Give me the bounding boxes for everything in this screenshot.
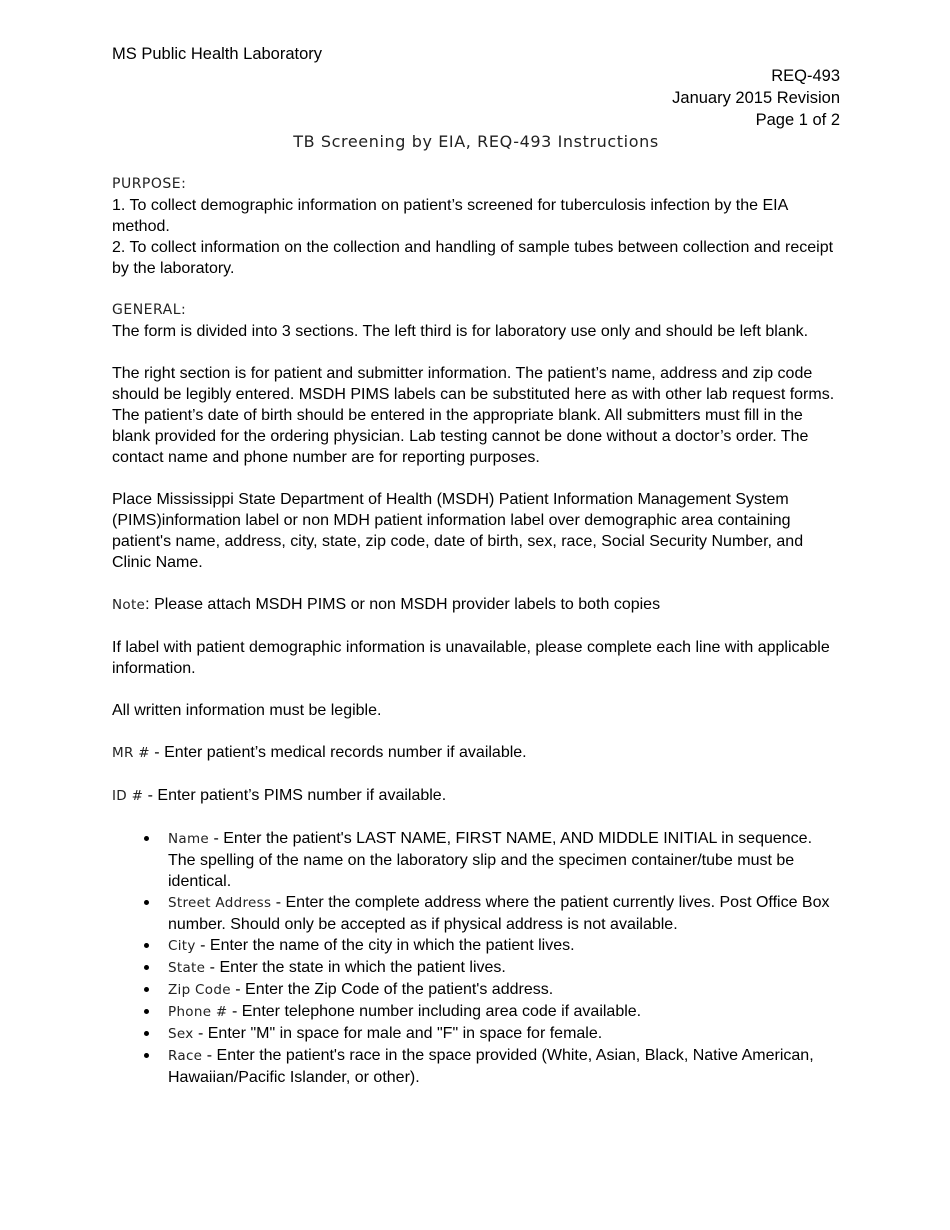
field-text: - Enter the patient's LAST NAME, FIRST NAME, AND MIDDLE INITIAL in sequence. The spelling of the name on the laboratory slip and the specimen container/tube must be identical. <box>168 830 813 890</box>
list-item <box>112 1001 840 1023</box>
form-id: REQ-493 <box>771 67 840 85</box>
field-instructions-list <box>112 828 840 1088</box>
mr-label: MR # <box>112 745 150 761</box>
general-heading: GENERAL: <box>112 302 187 318</box>
purpose-heading: PURPOSE: <box>112 176 187 192</box>
list-item <box>112 1023 840 1045</box>
mr-text: - Enter patient’s medical records number if available. <box>149 744 527 761</box>
purpose-line-1: 1. To collect demographic information on patient’s screened for tuberculosis infection by the EIA method. <box>112 197 788 235</box>
document-title: TB Screening by EIA, REQ-493 Instructions <box>293 132 659 151</box>
field-text: - Enter the patient's race in the space provided (White, Asian, Black, Native American, Hawaiian/Pacific Islander, or other). <box>168 1047 814 1086</box>
purpose-line-2: 2. To collect information on the collection and handling of sample tubes between collection and receipt by the laboratory. <box>112 239 834 277</box>
id-number-paragraph <box>112 785 840 807</box>
document-body <box>112 174 840 1088</box>
field-label: City <box>168 938 196 954</box>
field-label: Zip Code <box>168 982 231 998</box>
field-text: - Enter the Zip Code of the patient's address. <box>230 981 554 998</box>
field-label: Name <box>168 831 210 847</box>
field-text: - Enter the complete address where the patient currently lives. Post Office Box number. Should only be accepted as if physical address is not available. <box>168 894 830 933</box>
list-item <box>112 892 840 935</box>
id-text: - Enter patient’s PIMS number if available. <box>143 787 447 804</box>
list-item <box>112 828 840 892</box>
list-item <box>112 935 840 957</box>
field-label: Sex <box>168 1026 194 1042</box>
field-label: State <box>168 960 206 976</box>
general-paragraph-3: Place Mississippi State Department of Health (MSDH) Patient Information Management System (PIMS)information label or non MDH patient information label over demographic area containing patient's name, address, city, state, zip code, date of birth, sex, race, Social Security Number, and Clinic Name. <box>112 491 804 571</box>
label-unavailable-paragraph: If label with patient demographic information is unavailable, please complete each line with applicable information. <box>112 639 830 677</box>
id-label: ID # <box>112 788 144 804</box>
list-item <box>112 1045 840 1088</box>
field-text: - Enter "M" in space for male and "F" in space for female. <box>193 1025 603 1042</box>
field-label: Phone # <box>168 1004 228 1020</box>
page-number: Page 1 of 2 <box>755 111 840 129</box>
field-text: - Enter the name of the city in which the patient lives. <box>195 937 575 954</box>
mr-number-paragraph <box>112 742 840 764</box>
note-paragraph <box>112 594 840 616</box>
general-paragraph-1: The form is divided into 3 sections. The left third is for laboratory use only and should be left blank. <box>112 323 809 340</box>
note-label: Note <box>112 597 146 613</box>
header-block <box>672 65 840 131</box>
list-item <box>112 957 840 979</box>
list-item <box>112 979 840 1001</box>
note-text: : Please attach MSDH PIMS or non MSDH provider labels to both copies <box>145 596 661 613</box>
field-text: - Enter the state in which the patient lives. <box>205 959 506 976</box>
field-label: Race <box>168 1048 203 1064</box>
legible-paragraph: All written information must be legible. <box>112 702 382 719</box>
field-text: - Enter telephone number including area code if available. <box>227 1003 642 1020</box>
general-paragraph-2: The right section is for patient and submitter information. The patient’s name, address and zip code should be legibly entered. MSDH PIMS labels can be substituted here as with other lab request forms. The patient’s date of birth should be entered in the appropriate blank. All submitters must fill in the blank provided for the ordering physician. Lab testing cannot be done without a doctor’s order. The contact name and phone number are for reporting purposes. <box>112 365 835 466</box>
field-label: Street Address <box>168 895 272 911</box>
revision-date: January 2015 Revision <box>672 89 840 107</box>
organization-name: MS Public Health Laboratory <box>112 45 323 63</box>
